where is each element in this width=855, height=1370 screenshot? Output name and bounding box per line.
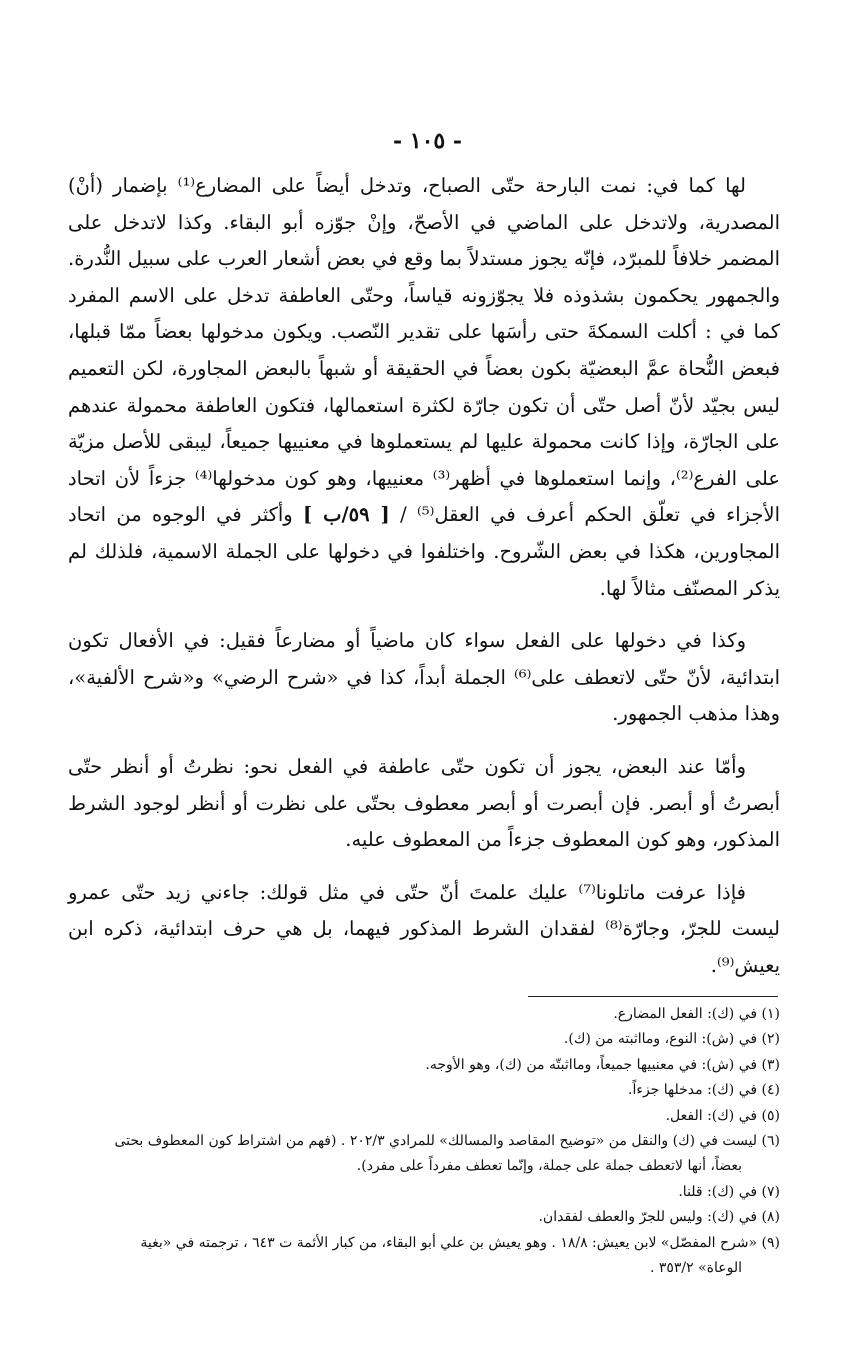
footnote-continuation: بعضاً، أنها لاتعطف جملة على جملة، وإنّما تعطف مفرداً على مفرد).: [356, 1158, 742, 1175]
footnote: [68, 1180, 780, 1205]
footnote-number: (٤): [761, 1082, 780, 1099]
footnote-continuation: الوعاة» ٣٥٣/٢ .: [649, 1260, 742, 1277]
paragraph-1-tail: وأكثر في الوجوه من اتحاد المجاورين، هكذا في بعض الشّروح. واختلفوا في دخولها على الجملة الاسمية، فلذلك لم يذكر المصنّف مثالاً لها.: [68, 503, 780, 600]
paragraph-3: وأمّا عند البعض، يجوز أن تكون حتّى عاطفة في الفعل نحو: نظرتُ أو أنظر حتّى أبصرتُ أو أبصر. فإن أبصرت أو أبصر معطوف بحتّى على نظرت أو أنظر لوجود الشرط المذكور، وهو كون المعطوف جزءاً من المعطوف عليه.: [68, 754, 780, 852]
footnote-text: في (ك): وليس للجرّ والعطف لفقدان.: [538, 1209, 758, 1226]
footnote: [68, 1129, 780, 1180]
footnote-number: (٨): [761, 1209, 780, 1226]
page-number: - ١٠٥ -: [392, 128, 463, 154]
footnote-text: في (ش): في معنييها جميعاً، ومااثبتّه من (ك)، وهو الأوجه.: [425, 1056, 758, 1073]
footnote-number: (٣): [761, 1056, 780, 1073]
body-text: [68, 168, 780, 984]
footnote: [68, 1027, 780, 1052]
footnote-number: (١): [761, 1006, 780, 1022]
folio-marker: [ ٥٩/ب ]: [303, 503, 390, 527]
footnote-text: «شرح المفصّل» لابن يعيش: ١٨/٨ . وهو يعيش بن علي أبو البقاء، من كبار الأئمة ت ٦٤٣ ، ترجمته في «بغية: [140, 1234, 758, 1251]
footnote: [68, 1078, 780, 1103]
footnote-text: في (ك): الفعل المضارع.: [613, 1006, 758, 1022]
footnote-number: (٢): [761, 1031, 780, 1048]
footnotes: [68, 1002, 780, 1281]
paragraph-1: [68, 168, 780, 607]
paragraph-1-text: لها كما في: نمت البارحة حتّى الصباح، وتدخل أيضاً على المضارع⁽¹⁾ بإضمار (أنْ) المصدرية، ولاتدخل على الماضي في الأصحّ، وإنْ جوّزه أبو البقاء. وكذا لاتدخل على المضمر خلافاً للمبرّد، فإنّه يجوز مستدلاً بما وقع في بعض أشعار العرب على سبيل النُّدرة. والجمهور يحكمون بشذوذه فلا يجوّزونه قياساً، وحتّى العاطفة تدخل على الاسم المفرد كما في : أكلت السمكةَ حتى رأسَها على تقدير النّصب. ويكون مدخولها بعضاً ممّا قبلها، فبعض النُّحاة عمَّ البعضيّة بكون بعضاً في الحقيقة أو شبهاً بالبعض المجاورة، لكن التعميم ليس بجيّد لأنّ أصل حتّى أن تكون جارّة لكثرة استعمالها، فتكون العاطفة محمولة عندهم على الجارّة، وإذا كانت محمولة عليها لم يستعملوها في معنييها جميعاً، ليبقى للأصل مزيّة على الفرع⁽²⁾، وإنما استعملوها في أظهر⁽³⁾ معنييها، وهو كون مدخولها⁽⁴⁾ جزءاً لأن اتحاد الأجزاء في تعلّق الحكم أعرف في العقل⁽⁵⁾ /: [68, 174, 781, 527]
footnote-number: (٩): [761, 1234, 780, 1251]
footnote: [68, 1205, 780, 1230]
paragraph-4: فإذا عرفت ماتلونا⁽⁷⁾ عليك علمتَ أنّ حتّى في مثل قولك: جاءني زيد حتّى عمرو ليست للجرّ، وجارّة⁽⁸⁾ لفقدان الشرط المذكور فيهما، بل هي حرف ابتدائية، ذكره ابن يعيش⁽⁹⁾.: [68, 880, 780, 977]
footnote-number: (٥): [761, 1107, 780, 1124]
footnote-text: في (ك): مدخلها جزءاً.: [628, 1082, 758, 1099]
footnote: [68, 1002, 780, 1027]
footnote-text: ليست في (ك) والنقل من «توضيح المقاصد والمسالك» للمرادي ٢٠٢/٣ . (فهم من اشتراط كون المعطوف بحتى: [114, 1133, 758, 1150]
footnote-number: (٧): [761, 1183, 780, 1200]
footnote: [68, 1053, 780, 1078]
paragraph-2: وكذا في دخولها على الفعل سواء كان ماضياً أو مضارعاً فقيل: في الأفعال تكون ابتدائية، لأنّ حتّى لاتعطف على⁽⁶⁾ الجملة أبداً، كذا في «شرح الرضي» و«شرح الألفية»، وهذا مذهب الجمهور.: [68, 629, 780, 726]
footnote-separator: [528, 996, 778, 997]
footnote-text: في (ك): الفعل.: [665, 1107, 758, 1124]
footnote-number: (٦): [761, 1133, 780, 1150]
footnote: [68, 1104, 780, 1129]
footnote-text: في (ك): قلنا.: [678, 1183, 758, 1200]
footnote: [68, 1231, 780, 1282]
footnote-text: في (ش): النوع، ومااثبته من (ك).: [563, 1031, 758, 1048]
